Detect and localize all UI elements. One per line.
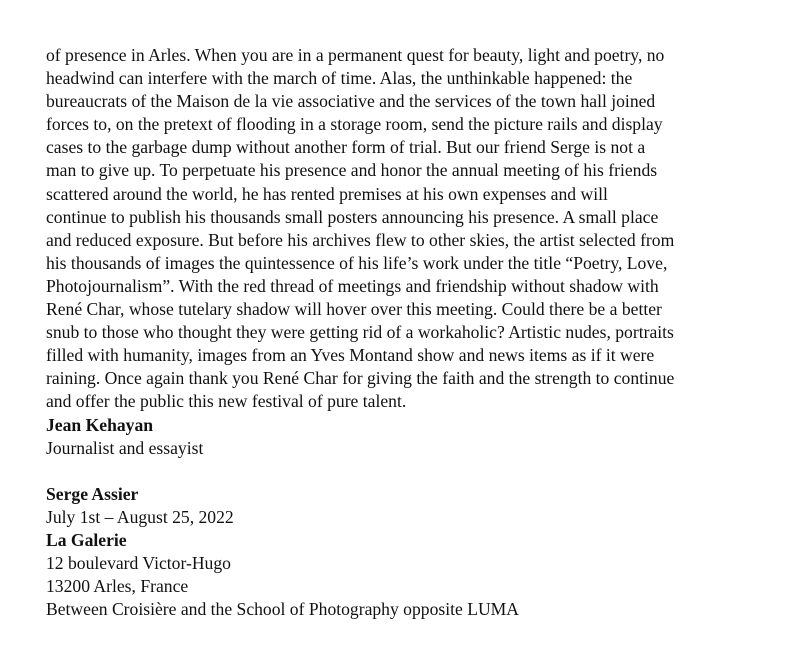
venue-address-street: 12 boulevard Victor-Hugo <box>46 553 231 574</box>
article-body: of presence in Arles. When you are in a permanent quest for beauty, light and poetry, no headwind can interfere with the march of time. Alas, the unthinkable happened: the bureaucrats of the Maison de la vie associative and the services of the town hall joined forces to, on the pretext of flooding in a storage room, send the picture rails and display cases to the garbage dump without another form of trial. But our friend Serge is not a man to give up. To perpetuate his presence and honor the annual meeting of his friends scattered around the world, he has rented premises at his own expenses and will continue to publish his thousands small posters announcing his presence. A small place and reduced exposure. But before his archives flew to other skies, the artist selected from his thousands of images the quintessence of his life’s work under the title “Poetry, Love, Photojournalism”. With the red thread of meetings and friendship without shadow with René Char, whose tutelary shadow will hover over this meeting. Could there be a better snub to those who thought they were getting rid of a workaholic? Artistic nudes, portraits filled with humanity, images from an Yves Montand show and news items as if it were raining. Once again thank you René Char for giving the faith and the strength to continue and offer the public this new festival of pure talent. <box>46 45 675 412</box>
author-role: Journalist and essayist <box>46 437 204 458</box>
venue-address-city: 13200 Arles, France <box>46 576 189 597</box>
venue-directions: Between Croisière and the School of Photography opposite LUMA <box>46 599 519 620</box>
section-spacer <box>46 460 770 483</box>
exhibition-artist: Serge Assier <box>46 483 139 504</box>
exhibition-venue: La Galerie <box>46 529 127 550</box>
exhibition-dates: July 1st – August 25, 2022 <box>46 506 234 527</box>
author-name: Jean Kehayan <box>46 414 154 435</box>
